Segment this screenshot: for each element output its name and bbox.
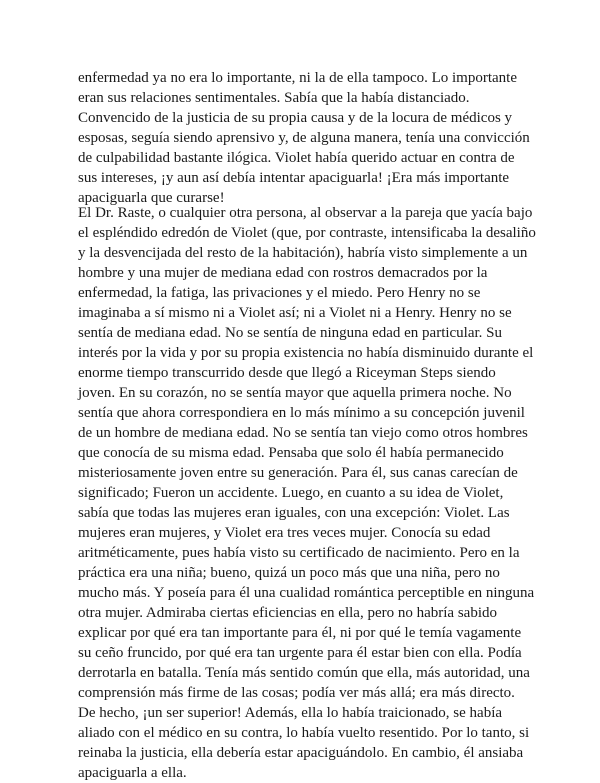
paragraph-2: El Dr. Raste, o cualquier otra persona, al observar a la pareja que yacía bajo el espléndido edredón de Violet (que, por contraste, intensificaba la desaliño y la desvencijada del resto de la habitación), habría visto simplemente a un hombre y una mujer de mediana edad con rostros demacrados por la enfermedad, la fatiga, las privaciones y el miedo. Pero Henry no se imaginaba a sí mismo ni a Violet así; ni a Violet ni a Henry. Henry no se sentía de mediana edad. No se sentía de ninguna edad en particular. Su interés por la vida y por su propia existencia no había disminuido durante el enorme tiempo transcurrido desde que llegó a Riceyman Steps siendo joven. En su corazón, no se sentía mayor que aquella primera noche. No sentía que ahora correspondiera en lo más mínimo a su concepción juvenil de un hombre de mediana edad. No se sentía tan viejo como otros hombres que conocía de su misma edad. Pensaba que solo él había permanecido misteriosamente joven entre su generación. Para él, sus canas carecían de significado; Fueron un accidente. Luego, en cuanto a su idea de Violet, sabía que todas las mujeres eran iguales, con una excepción: Violet. Las mujeres eran mujeres, y Violet era tres veces mujer. Conocía su edad aritméticamente, pues había visto su certificado de nacimiento. Pero en la práctica era una niña; bueno, quizá un poco más que una niña, pero no mucho más. Y poseía para él una cualidad romántica perceptible en ninguna otra mujer. Admiraba ciertas eficiencias en ella, pero no habría sabido explicar por qué era tan importante para él, ni por qué le temía vagamente su ceño fruncido, por qué era tan urgente para él estar bien con ella. Podía derrotarla en batalla. Tenía más sentido común que ella, más autoridad, una comprensión más firme de las cosas; podía ver más allá; era más directo. De hecho, ¡un ser superior! Además, ella lo había traicionado, se había aliado con el médico en su contra, lo había vuelto resentido. Por lo tanto, si reinaba la justicia, ella debería estar apaciguándolo. En cambio, él ansiaba apaciguarla a ella. [78,205,536,781]
paragraph-1: enfermedad ya no era lo importante, ni la de ella tampoco. Lo importante eran sus relaciones sentimentales. Sabía que la había distanciado. Convencido de la justicia de su propia causa y de la locura de médicos y esposas, seguía siendo aprensivo y, de alguna manera, tenía una convicción de culpabilidad bastante ilógica. Violet había querido actuar en contra de sus intereses, ¡y aun así debía intentar apaciguarla! ¡Era más importante apaciguarla que curarse! [78,70,530,206]
